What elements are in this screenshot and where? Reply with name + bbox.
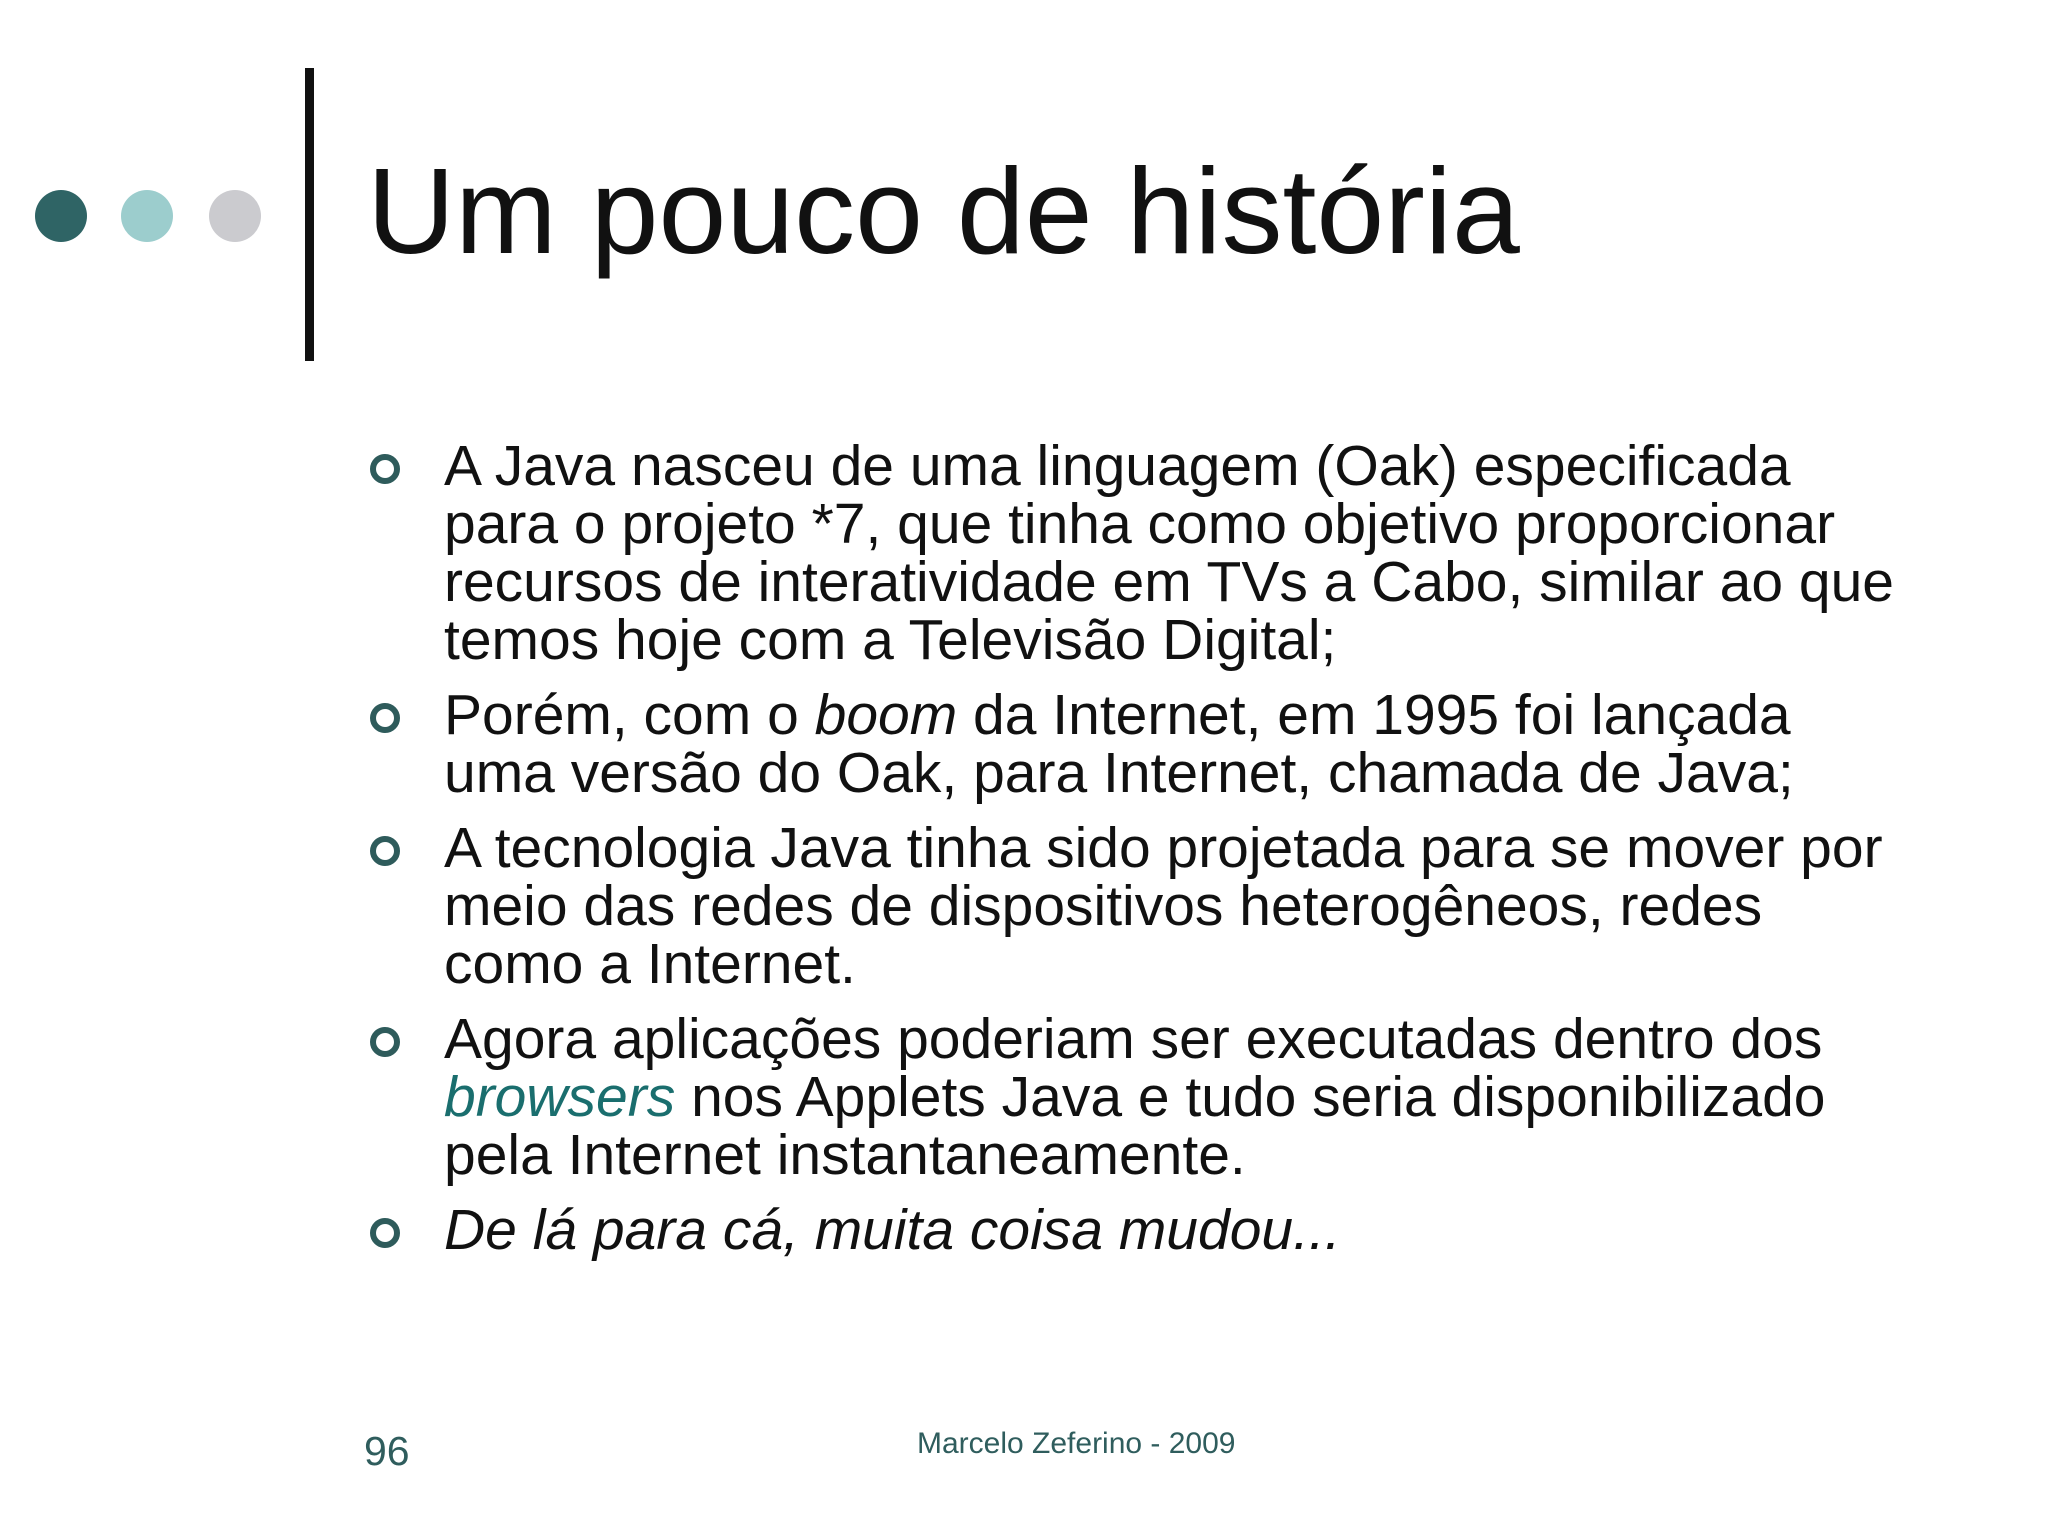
ring-bullet-icon [370,1218,400,1248]
bullet-text: De lá para cá, muita coisa mudou... [444,1198,1341,1262]
dark-teal-dot-icon [35,190,87,242]
grey-dot-icon [209,190,261,242]
footer-author: Marcelo Zeferino - 2009 [917,1427,1236,1460]
bullet-item-much-changed [368,1198,1908,1262]
bullet-text: A Java nasceu de uma linguagem (Oak) especificada para o projeto *7, que tinha como objetivo proporcionar recursos de interatividade em TVs a Cabo, similar ao que temos hoje com a Televisão Digital; [444,434,1894,672]
bullet-text-pre: Porém, com o [444,683,815,747]
bullet-item-applets [368,1007,1908,1187]
bullet-item-internet-boom [368,683,1908,805]
ring-bullet-icon [370,836,400,866]
light-teal-dot-icon [121,190,173,242]
bullet-list [368,434,1908,1276]
slide-title: Um pouco de história [367,143,1520,279]
bullet-text-post: da Internet, em 1995 foi lançada uma versão do Oak, para Internet, chamada de Java; [444,683,1794,805]
title-divider [305,68,314,361]
ring-bullet-icon [370,703,400,733]
bullet-item-heterogeneous-networks [368,816,1908,996]
bullet-text: A tecnologia Java tinha sido projetada para se mover por meio das redes de dispositivos heterogêneos, redes como a Internet. [444,816,1883,996]
ring-bullet-icon [370,1027,400,1057]
bullet-item-java-origin [368,434,1908,672]
bullet-text-post: nos Applets Java e tudo seria disponibilizado pela Internet instantaneamente. [444,1065,1826,1187]
page-number: 96 [364,1428,410,1474]
bullet-text-emphasis: browsers [444,1065,676,1129]
bullet-text-pre: Agora aplicações poderiam ser executadas dentro dos [444,1007,1823,1071]
ring-bullet-icon [370,454,400,484]
bullet-text-emphasis: boom [814,683,958,747]
